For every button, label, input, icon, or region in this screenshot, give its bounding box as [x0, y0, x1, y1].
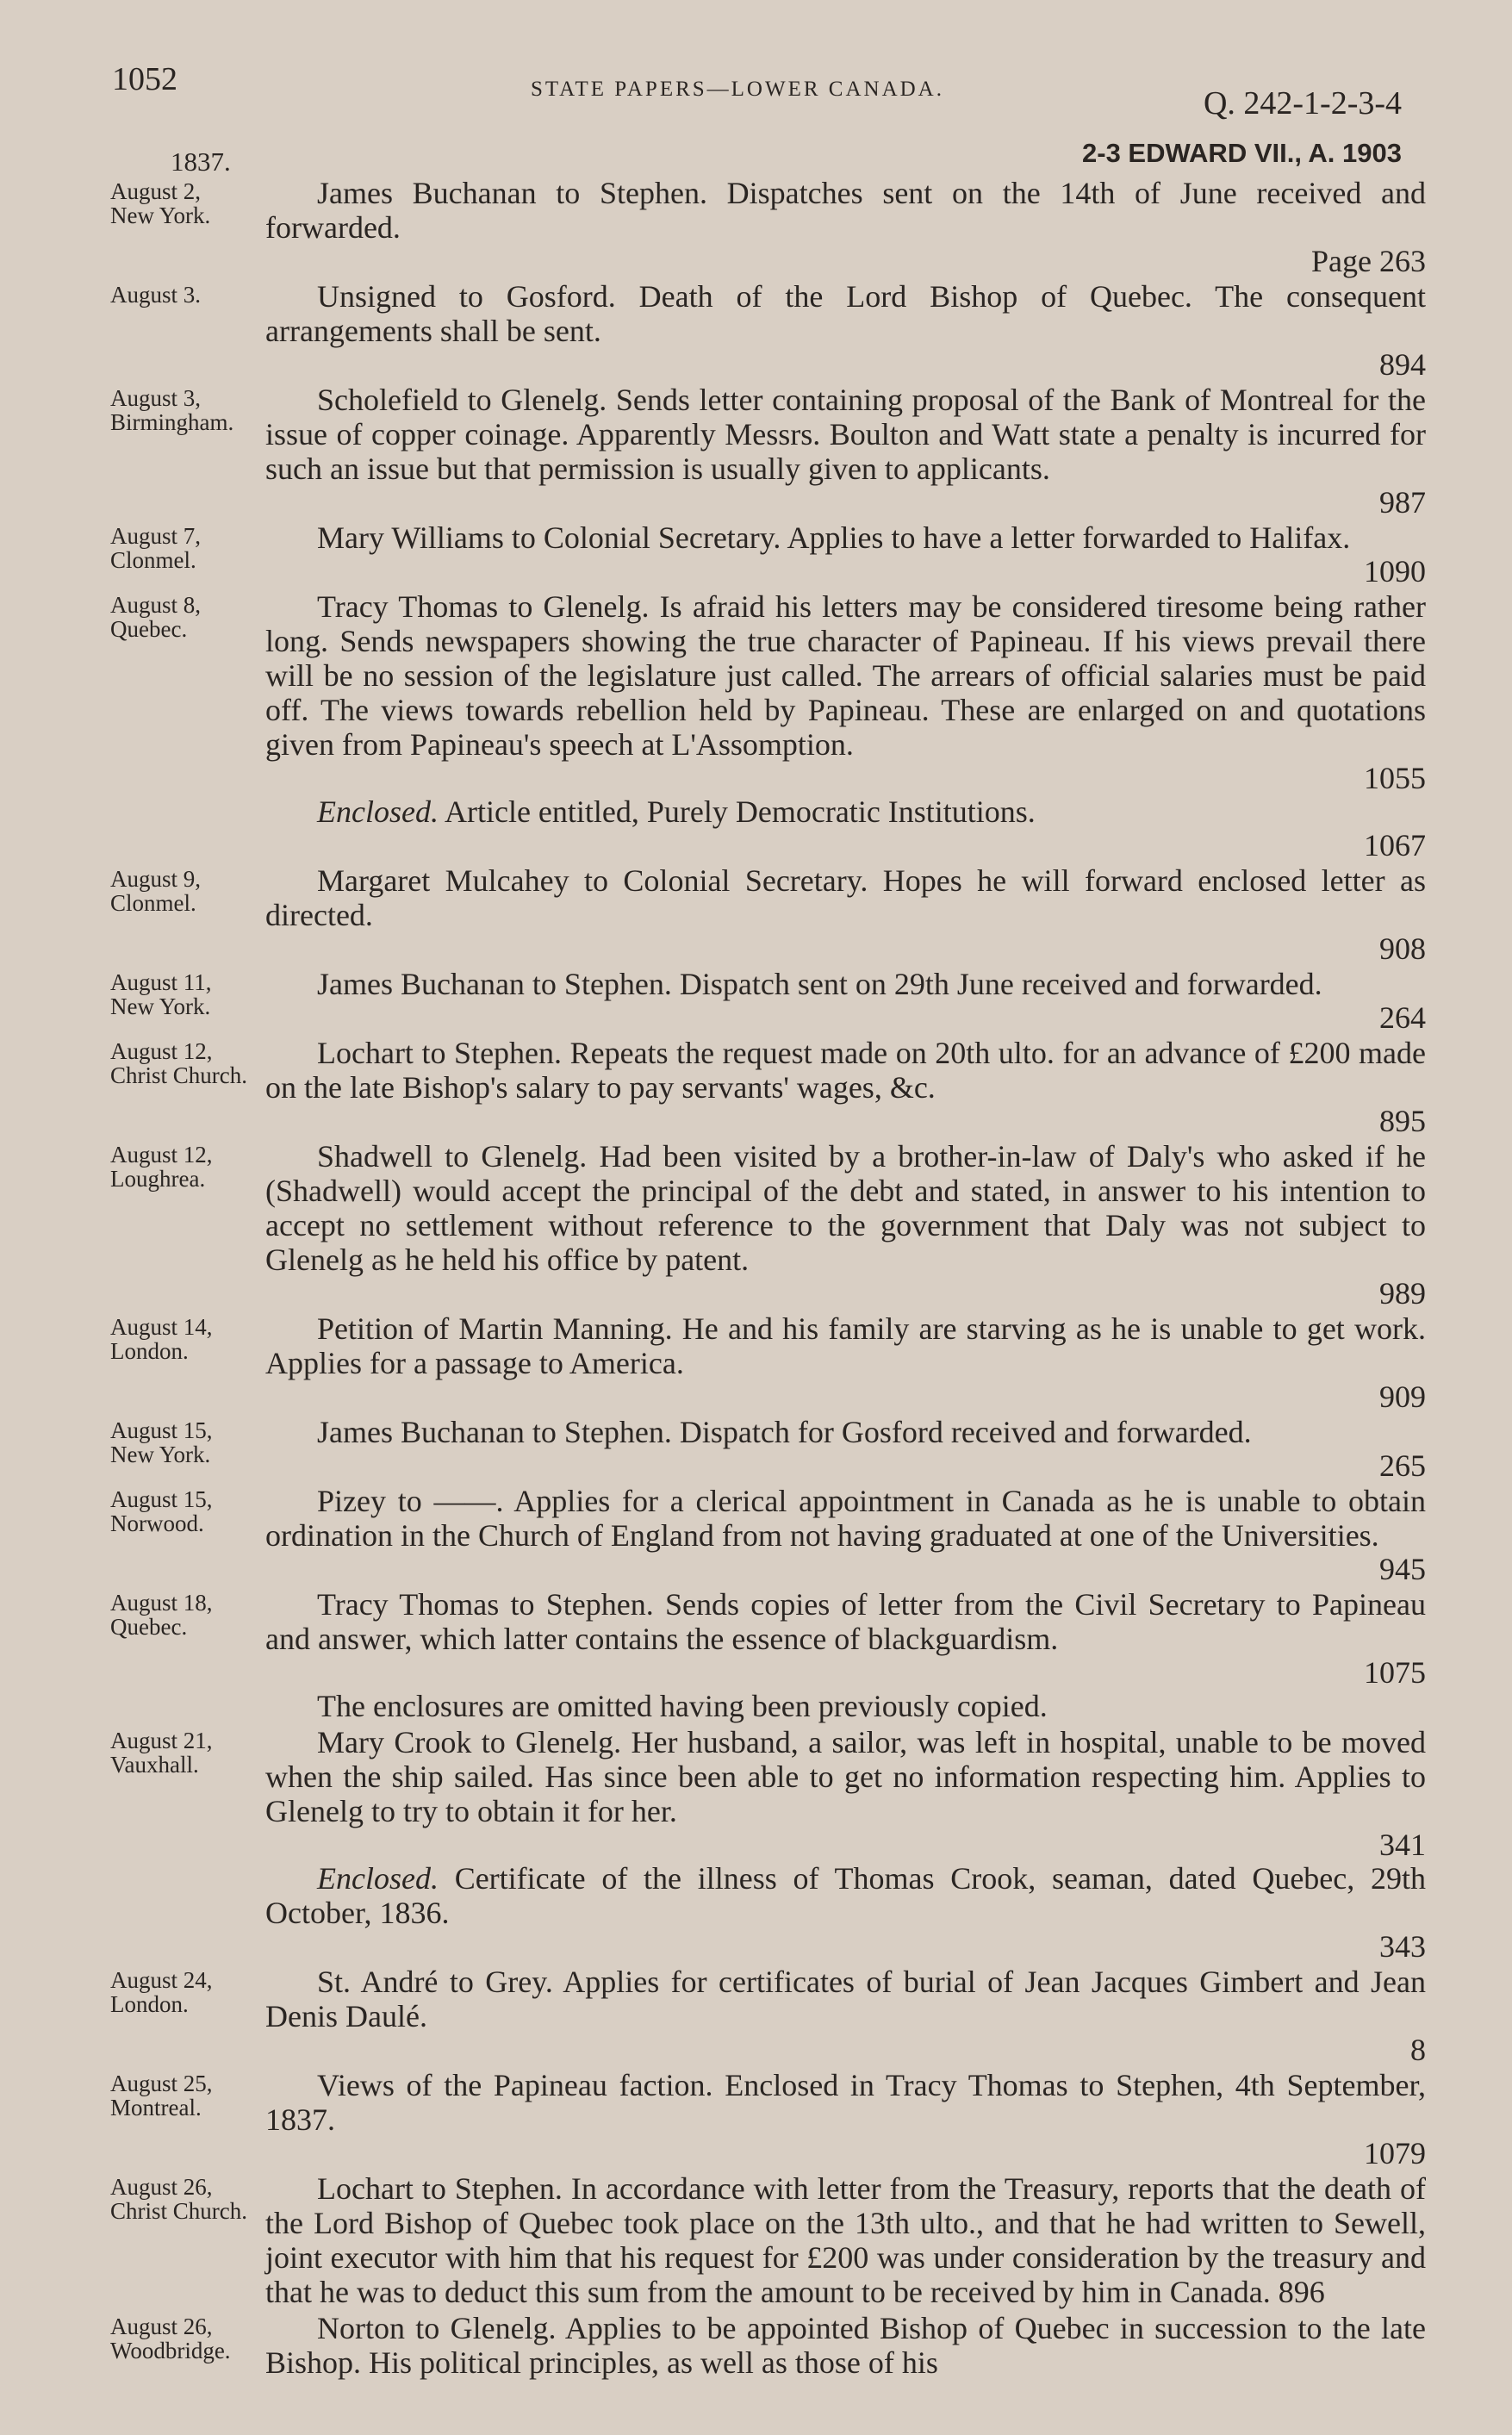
calendar-entry [67, 383, 1426, 519]
entry-date: August 15, [110, 1417, 213, 1443]
enclosed-label: Enclosed. [317, 794, 439, 829]
entry-date: August 9, [110, 866, 202, 892]
entry-date-column [67, 1484, 283, 1585]
entry-text: Margaret Mulcahey to Colonial Secretary. Hopes he will forward enclosed letter as directed. [265, 863, 1426, 932]
entry-place: London. [110, 1338, 189, 1364]
entry-date-column [67, 2311, 283, 2380]
calendar-entry [67, 589, 1426, 862]
entry-date: August 25, [110, 2071, 213, 2096]
entry-place: Loughrea. [110, 1166, 206, 1192]
calendar-entry [67, 1415, 1426, 1482]
entry-date: August 26, [110, 2174, 213, 2200]
entry-text: Pizey to ——. Applies for a clerical appointment in Canada as he is unable to obtain ordination in the Church of England from not having graduated at one of the Universities. [265, 1484, 1426, 1553]
entry-date: August 26, [110, 2314, 213, 2339]
enclosed-text: Article entitled, Purely Democratic Institutions. [438, 794, 1036, 829]
running-title: STATE PAPERS—LOWER CANADA. [531, 78, 944, 101]
calendar-entry [67, 279, 1426, 381]
enclosed-text: Certificate of the illness of Thomas Crook, seaman, dated Quebec, 29th October, 1836. [265, 1861, 1426, 1930]
calendar-entry [67, 1484, 1426, 1585]
entry-body [265, 1139, 1426, 1310]
calendar-entry [67, 176, 1426, 277]
entry-body [265, 1587, 1426, 1723]
entry-date-column [67, 1965, 283, 2066]
entry-note: The enclosures are omitted having been previously copied. [317, 1689, 1048, 1723]
entry-date-column [67, 176, 283, 277]
entry-date-column [67, 1725, 283, 1963]
entry-date-column [67, 1036, 283, 1137]
entry-place: New York. [110, 202, 211, 228]
entry-body [265, 1036, 1426, 1137]
entry-date: August 24, [110, 1967, 213, 1993]
entry-date: August 12, [110, 1142, 213, 1168]
entry-page-ref: 909 [1379, 1379, 1426, 1414]
entry-body [265, 863, 1426, 965]
entry-date: August 7, [110, 523, 202, 549]
entry-place: Woodbridge. [110, 2338, 231, 2363]
entry-date-column [67, 383, 283, 519]
entry-place: Quebec. [110, 616, 188, 642]
entry-text: James Buchanan to Stephen. Dispatch for Gosford received and forwarded. [317, 1415, 1252, 1449]
entry-page-ref: 945 [1379, 1552, 1426, 1586]
entry-date: August 21, [110, 1728, 213, 1753]
entry-page-ref: 341 [1379, 1828, 1426, 1862]
entry-text: Tracy Thomas to Stephen. Sends copies of letter from the Civil Secretary to Papineau and answer, which latter contains the essence of blackguardism. [265, 1587, 1426, 1656]
entry-text: Mary Williams to Colonial Secretary. Applies to have a letter forwarded to Halifax. [317, 520, 1351, 555]
entry-date-column [67, 863, 283, 965]
entry-page-ref: 264 [1379, 1000, 1426, 1035]
entry-page-ref: 1090 [1364, 554, 1426, 589]
entry-text: Norton to Glenelg. Applies to be appointed Bishop of Quebec in succession to the late Bishop. His political principles, as well as those of his [265, 2311, 1426, 2380]
calendar-entry [67, 1587, 1426, 1723]
enclosed-label: Enclosed. [317, 1861, 439, 1896]
entry-body [265, 2171, 1426, 2309]
entry-text: Views of the Papineau faction. Enclosed in Tracy Thomas to Stephen, 4th September, 1837. [265, 2068, 1426, 2137]
page-header [67, 53, 1426, 131]
entry-date: August 2, [110, 178, 202, 204]
entry-page-ref: Page 263 [1311, 244, 1426, 278]
entry-body [265, 1484, 1426, 1585]
entry-date: August 3, [110, 385, 202, 411]
entry-text: Petition of Martin Manning. He and his family are starving as he is unable to get work. Applies for a passage to America. [265, 1311, 1426, 1380]
entry-place: Christ Church. [110, 1062, 247, 1088]
entry-body [265, 967, 1426, 1034]
entry-body [265, 279, 1426, 381]
entry-place: London. [110, 1991, 189, 2017]
entry-text: James Buchanan to Stephen. Dispatches sent on the 14th of June received and forwarded. [265, 176, 1426, 245]
page-number: 1052 [112, 61, 177, 97]
calendar-entry [67, 1965, 1426, 2066]
entry-date: August 11, [110, 969, 212, 995]
entry-place: Montreal. [110, 2095, 202, 2121]
entry-text: St. André to Grey. Applies for certificates of burial of Jean Jacques Gimbert and Jean Denis Daulé. [265, 1965, 1426, 2033]
entry-text: James Buchanan to Stephen. Dispatch sent on 29th June received and forwarded. [317, 967, 1322, 1001]
enclosed-page-ref: 1067 [1364, 828, 1426, 863]
entry-body [265, 1725, 1426, 1963]
entry-text: Mary Crook to Glenelg. Her husband, a sailor, was left in hospital, unable to be moved when the ship sailed. Has since been able to get no information respecting him. Applies to Glenelg to try to obtain it for her. [265, 1725, 1426, 1828]
entry-text: Scholefield to Glenelg. Sends letter containing proposal of the Bank of Montreal for the issue of copper coinage. Apparently Messrs. Boulton and Watt state a penalty is incurred for such an issue but that permission is usually given to applicants. [265, 383, 1426, 486]
entry-page-ref: 895 [1379, 1104, 1426, 1138]
entry-place: New York. [110, 993, 211, 1019]
subheader [67, 131, 1426, 176]
entry-place: Clonmel. [110, 547, 196, 573]
entry-date-column [67, 967, 283, 1034]
entry-page-ref: 987 [1379, 485, 1426, 520]
entry-page-ref: 989 [1379, 1276, 1426, 1311]
entry-date-column [67, 1139, 283, 1310]
entry-text: Lochart to Stephen. In accordance with letter from the Treasury, reports that the death of the Lord Bishop of Quebec took place on the 13th ulto., and that he had written to Sewell, joint executor with him that his request for £200 was under consideration by the treasury and that he was to deduct this sum from the amount to be received by him in Canada. 896 [265, 2171, 1426, 2309]
entry-text: Tracy Thomas to Glenelg. Is afraid his letters may be considered tiresome being rather long. Sends newspapers showing the true character of Papineau. If his views prevail there will be no session of the legislature just called. The arrears of official salaries must be paid off. The views towards rebellion held by Papineau. These are enlarged on and quotations given from Papineau's speech at L'Assomption. [265, 589, 1426, 762]
entry-date-column [67, 2068, 283, 2170]
entry-page-ref: 894 [1379, 347, 1426, 382]
entry-body [265, 176, 1426, 277]
entry-page-ref: 8 [1410, 2033, 1426, 2067]
entry-place: New York. [110, 1442, 211, 1467]
calendar-entry [67, 863, 1426, 965]
entry-date: August 3. [110, 282, 202, 308]
entry-date-column [67, 1415, 283, 1482]
entry-place: Clonmel. [110, 890, 196, 916]
entry-place: Christ Church. [110, 2198, 247, 2224]
calendar-entry [67, 1036, 1426, 1137]
entry-page-ref: 265 [1379, 1448, 1426, 1483]
entry-date-column [67, 2171, 283, 2309]
calendar-entry [67, 2068, 1426, 2170]
entry-date-column [67, 1587, 283, 1723]
calendar-entry [67, 2171, 1426, 2309]
entry-body [265, 2311, 1426, 2380]
entry-text: Shadwell to Glenelg. Had been visited by a brother-in-law of Daly's who asked if he (Shadwell) would accept the principal of the debt and stated, in answer to his intention to accept no settlement without reference to the government that Daly was not subject to Glenelg as he held his office by patent. [265, 1139, 1426, 1277]
regnal-year: 2-3 EDWARD VII., A. 1903 [1082, 138, 1402, 168]
calendar-entry [67, 1311, 1426, 1413]
entry-body [265, 520, 1426, 588]
calendar-entry [67, 520, 1426, 588]
entry-page-ref: 1079 [1364, 2136, 1426, 2170]
entry-date: August 15, [110, 1486, 213, 1512]
entry-body [265, 383, 1426, 519]
entry-place: Birmingham. [110, 409, 234, 435]
entry-body [265, 2068, 1426, 2170]
calendar-entry [67, 1725, 1426, 1963]
entry-place: Norwood. [110, 1510, 204, 1536]
entry-date: August 8, [110, 592, 202, 618]
entry-body [265, 1415, 1426, 1482]
enclosure-paragraph [265, 1861, 1426, 1930]
archive-reference: Q. 242-1-2-3-4 [1203, 85, 1402, 121]
entry-date: August 14, [110, 1314, 213, 1340]
entry-body [265, 1965, 1426, 2066]
entry-page-ref: 1075 [1364, 1655, 1426, 1690]
calendar-entry [67, 967, 1426, 1034]
entry-date: August 12, [110, 1038, 213, 1064]
entry-place: Quebec. [110, 1614, 188, 1640]
entry-page-ref: 908 [1379, 931, 1426, 966]
entry-text: Unsigned to Gosford. Death of the Lord Bishop of Quebec. The consequent arrangements shall be sent. [265, 279, 1426, 348]
entry-date-column [67, 279, 283, 381]
entry-date: August 18, [110, 1590, 213, 1616]
entry-body [265, 1311, 1426, 1413]
enclosure-paragraph [265, 794, 1426, 829]
entry-text: Lochart to Stephen. Repeats the request made on 20th ulto. for an advance of £200 made on the late Bishop's salary to pay servants' wages, &c. [265, 1036, 1426, 1105]
entry-page-ref: 1055 [1364, 761, 1426, 795]
entry-date-column [67, 589, 283, 862]
calendar-entry [67, 2311, 1426, 2380]
entry-date-column [67, 1311, 283, 1413]
entry-body [265, 589, 1426, 862]
year-label: 1837. [171, 146, 231, 177]
enclosed-page-ref: 343 [1379, 1929, 1426, 1964]
entry-place: Vauxhall. [110, 1752, 199, 1778]
calendar-entry [67, 1139, 1426, 1310]
calendar-entries [67, 176, 1426, 2380]
entry-date-column [67, 520, 283, 588]
